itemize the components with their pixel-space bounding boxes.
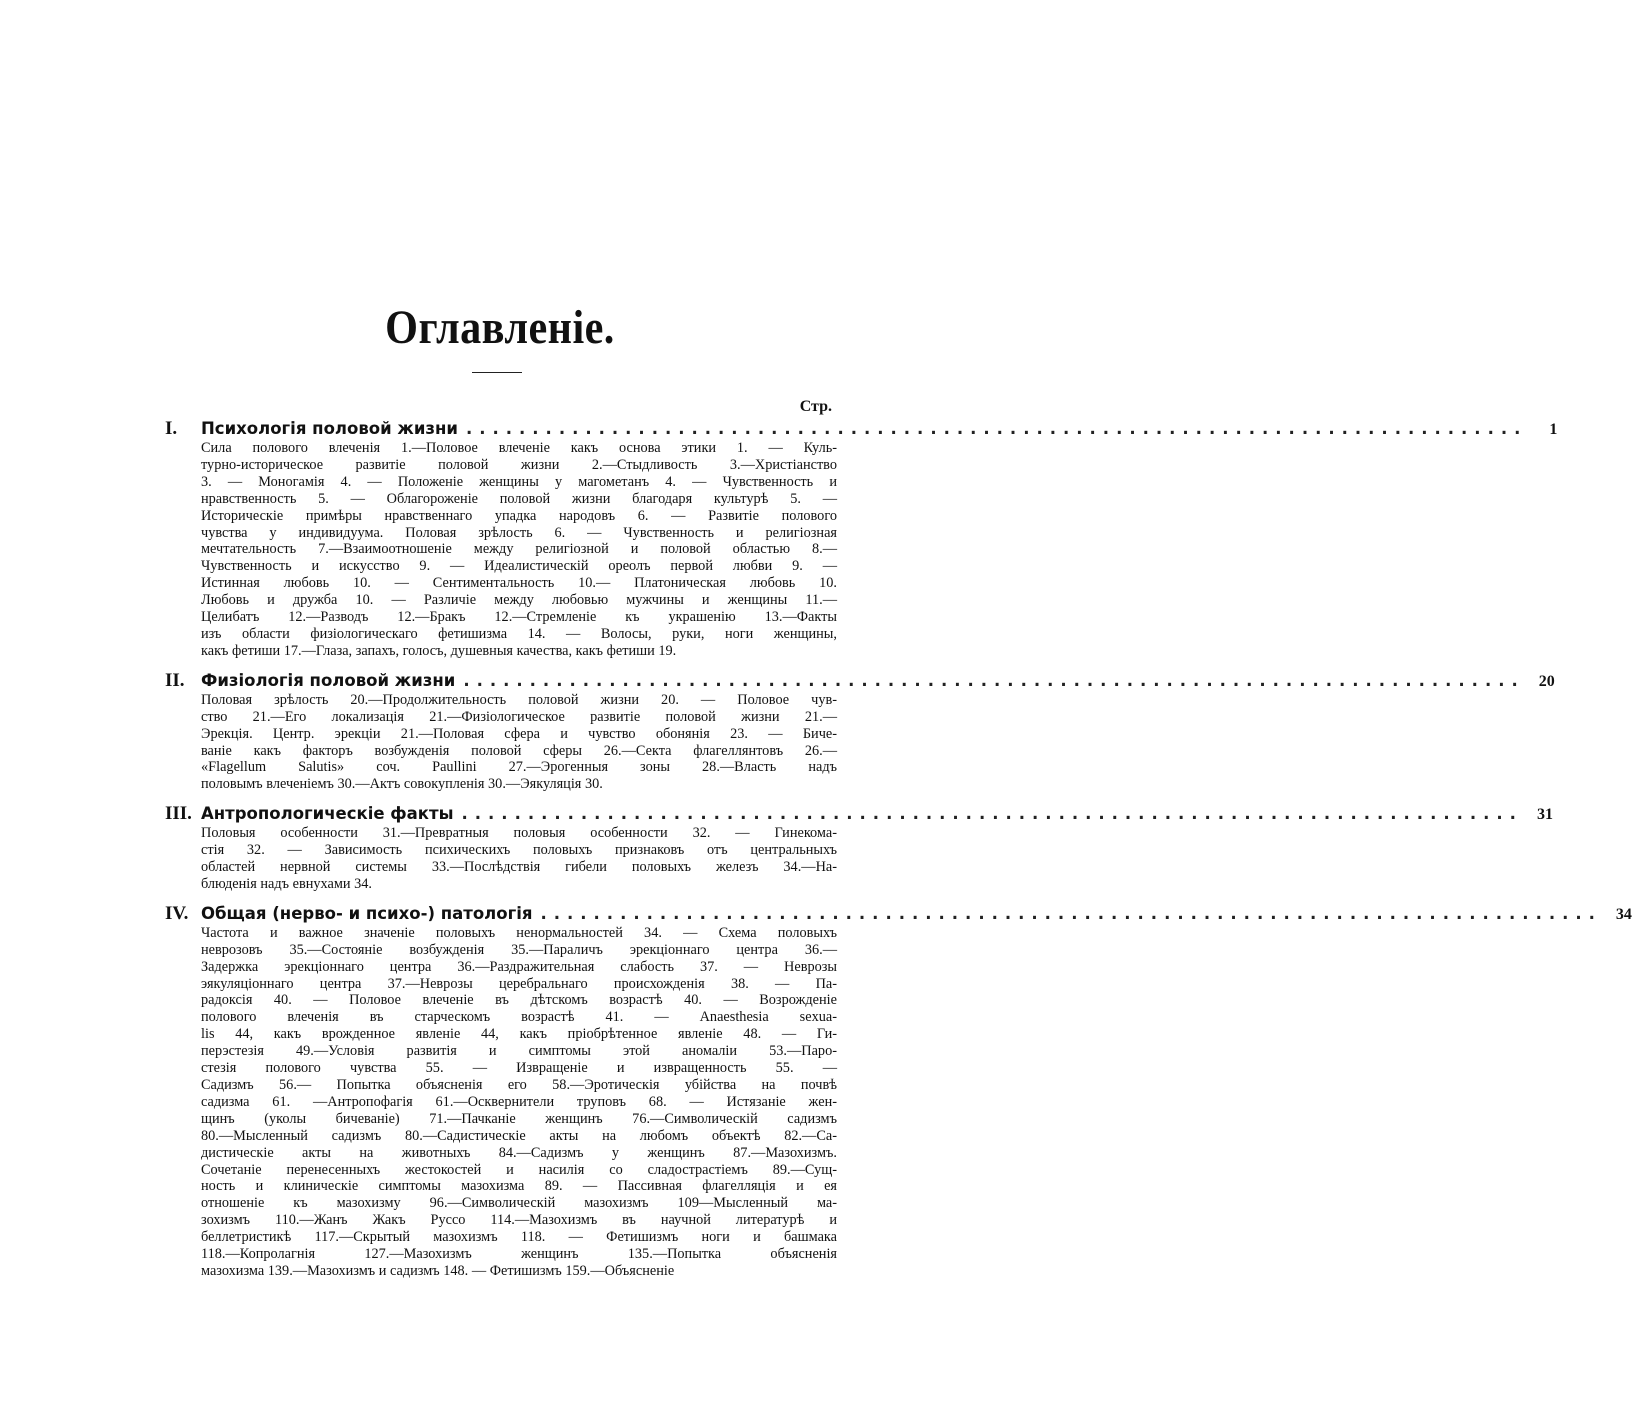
contents-line: Сочетаніе перенесенныхъ жестокостей и насилія со сладострастіемъ 89.—Сущ- <box>201 1161 837 1178</box>
contents-line: областей нервной системы 33.—Послѣдствія гибели половыхъ железъ 34.—На- <box>201 859 837 876</box>
contents-line: ность и клиническіе симптомы мазохизма 89. — Пассивная флагелляція и ея <box>201 1178 837 1195</box>
contents-line: блюденія надъ евнухами 34. <box>201 875 372 892</box>
contents-line: Историческіе примѣры нравственнаго упадка народовъ 6. — Развитіе полового <box>201 507 837 524</box>
dot-leader: ................................................................................ <box>463 670 1525 690</box>
contents-line: изъ области физіологическаго фетишизма 14. — Волосы, руки, ноги женщины, <box>201 625 837 642</box>
toc-section-heading <box>165 902 1632 925</box>
dot-leader: ................................................................................ <box>461 804 1523 824</box>
contents-line: эякуляціоннаго центра 37.—Неврозы церебральнаго происхожденія 38. — Па- <box>201 975 837 992</box>
contents-line: стезія полового чувства 55. — Извращеніе и извращенность 55. — <box>201 1060 837 1077</box>
contents-line: Целибатъ 12.—Разводъ 12.—Бракъ 12.—Стремленіе къ украшенію 13.—Факты <box>201 609 837 626</box>
contents-line: стія 32. — Зависимость психическихъ половыхъ признаковъ отъ центральныхъ <box>201 842 837 859</box>
contents-line: нравственность 5. — Облагороженіе половой жизни благодаря культурѣ 5. — <box>201 490 837 507</box>
section-contents <box>201 825 837 893</box>
contents-line: мечтательность 7.—Взаимоотношеніе между религіозной и половой областью 8.— <box>201 541 837 558</box>
contents-line: щинъ (уколы бичеваніе) 71.—Пачканіе женщинъ 76.—Символическій садизмъ <box>201 1110 837 1127</box>
contents-line: перэстезія 49.—Условія развитія и симптомы этой аномаліи 53.—Паро- <box>201 1043 837 1060</box>
section-contents <box>201 925 837 1280</box>
contents-line: дистическіе акты на животныхъ 84.—Садизмъ у женщинъ 87.—Мазохизмъ. <box>201 1144 837 1161</box>
section-title: Общая (нерво- и психо-) патологія <box>201 903 533 923</box>
table-of-contents <box>165 418 1632 1290</box>
contents-line: Истинная любовь 10. — Сентиментальность 10.— Платоническая любовь 10. <box>201 575 837 592</box>
contents-line: Любовь и дружба 10. — Различіе между любовью мужчины и женщины 11.— <box>201 592 837 609</box>
contents-line: Половая зрѣлость 20.—Продолжительность половой жизни 20. — Половое чув- <box>201 691 837 708</box>
dot-leader: ................................................................................ <box>540 903 1602 923</box>
section-page-number: 20 <box>1538 672 1555 690</box>
section-number: IV. <box>165 902 189 924</box>
contents-line: зохизмъ 110.—Жанъ Жакъ Руссо 114.—Мазохизмъ въ научной литературѣ и <box>201 1212 837 1229</box>
section-page-number: 1 <box>1549 421 1558 438</box>
contents-line: Садизмъ 56.— Попытка объясненія его 58.—Эротическія убійства на почвѣ <box>201 1077 837 1093</box>
section-number: III. <box>165 803 192 825</box>
page-title: Оглавленіе. <box>385 301 615 354</box>
section-page-number: 31 <box>1536 806 1553 824</box>
toc-section <box>165 418 1558 660</box>
contents-line: турно-историческое развитіе половой жизни 2.—Стыдливость 3.—Христіанство <box>201 456 837 473</box>
contents-line: отношеніе къ мазохизму 96.—Символическій мазохизмъ 109—Мысленный ма- <box>201 1195 837 1212</box>
contents-line: 80.—Мысленный садизмъ 80.—Садистическіе акты на любомъ объектѣ 82.—Са- <box>201 1127 837 1144</box>
toc-section <box>165 803 1553 893</box>
section-contents <box>201 692 837 793</box>
toc-section <box>165 669 1555 793</box>
contents-line: 118.—Копролагнія 127.—Мазохизмъ женщинъ 135.—Попытка объясненія <box>201 1246 837 1263</box>
contents-line: Частота и важное значеніе половыхъ ненормальностей 34. — Схема половыхъ <box>201 924 837 941</box>
toc-section-heading <box>165 803 1553 825</box>
section-number: II. <box>165 669 185 691</box>
contents-line: полового влеченія въ старческомъ возрастѣ 41. — Anaesthesia sexua- <box>201 1009 837 1026</box>
section-number: I. <box>165 418 178 439</box>
contents-line: мазохизма 139.—Мазохизмъ и садизмъ 148. — Фетишизмъ 159.—Объясненіе <box>201 1262 675 1279</box>
dot-leader: ................................................................................ <box>465 419 1528 438</box>
contents-line: садизма 61. —Антропофагія 61.—Осквернители труповъ 68. — Истязаніе жен- <box>201 1093 837 1110</box>
section-title: Психологія половой жизни <box>201 419 458 438</box>
contents-line: ство 21.—Его локализація 21.—Физіологическое развитіе половой жизни 21.— <box>201 708 837 725</box>
toc-section-heading <box>165 418 1558 440</box>
section-page-number: 34 <box>1615 905 1632 923</box>
contents-line: неврозовъ 35.—Состояніе возбужденія 35.—Параличъ эрекціоннаго центра 36.— <box>201 941 837 958</box>
contents-line: «Flagellum Salutis» соч. Paullini 27.—Эрогенныя зоны 28.—Власть надъ <box>201 759 837 776</box>
page-column-label: Стр. <box>799 398 832 415</box>
contents-line: чувства у индивидуума. Половая зрѣлость 6. — Чувственность и религіозная <box>201 524 837 541</box>
contents-line: Сила полового влеченія 1.—Половое влеченіе какъ основа этики 1. — Куль- <box>201 440 837 456</box>
contents-line: Половыя особенности 31.—Превратныя половыя особенности 32. — Гинекома- <box>201 825 837 842</box>
contents-line: Эрекція. Центр. эрекціи 21.—Половая сфера и чувство обонянія 23. — Бичe- <box>201 725 837 742</box>
contents-line: Задержка эрекціоннаго центра 36.—Раздражительная слабость 37. — Неврозы <box>201 958 837 975</box>
section-title: Физіологія половой жизни <box>201 670 456 690</box>
toc-section-heading <box>165 669 1555 692</box>
contents-line: радоксія 40. — Половое влеченіе въ дѣтскомъ возрастѣ 40. — Возрожденіе <box>201 992 837 1009</box>
contents-line: lis 44, какъ врожденное явленіе 44, какъ пріобрѣтенное явленіе 48. — Ги- <box>201 1026 837 1043</box>
title-divider <box>472 372 522 373</box>
toc-section <box>165 902 1632 1280</box>
contents-line: какъ фетиши 17.—Глаза, запахъ, голосъ, душевныя качества, какъ фетиши 19. <box>201 642 677 659</box>
section-contents <box>201 440 837 660</box>
contents-line: половымъ влеченіемъ 30.—Актъ совокупленія 30.—Эякуляція 30. <box>201 776 603 793</box>
contents-line: Чувственность и искусство 9. — Идеалистическій ореолъ первой любви 9. — <box>201 558 837 575</box>
contents-line: беллетристикѣ 117.—Скрытый мазохизмъ 118. — Фетишизмъ ноги и башмака <box>201 1229 837 1246</box>
contents-line: 3. — Моногамія 4. — Положеніе женщины у магометанъ 4. — Чувственность и <box>201 473 837 490</box>
section-title: Антропологическіе факты <box>201 804 454 824</box>
contents-line: ваніе какъ факторъ возбужденія половой сферы 26.—Секта флагеллянтовъ 26.— <box>201 742 837 759</box>
